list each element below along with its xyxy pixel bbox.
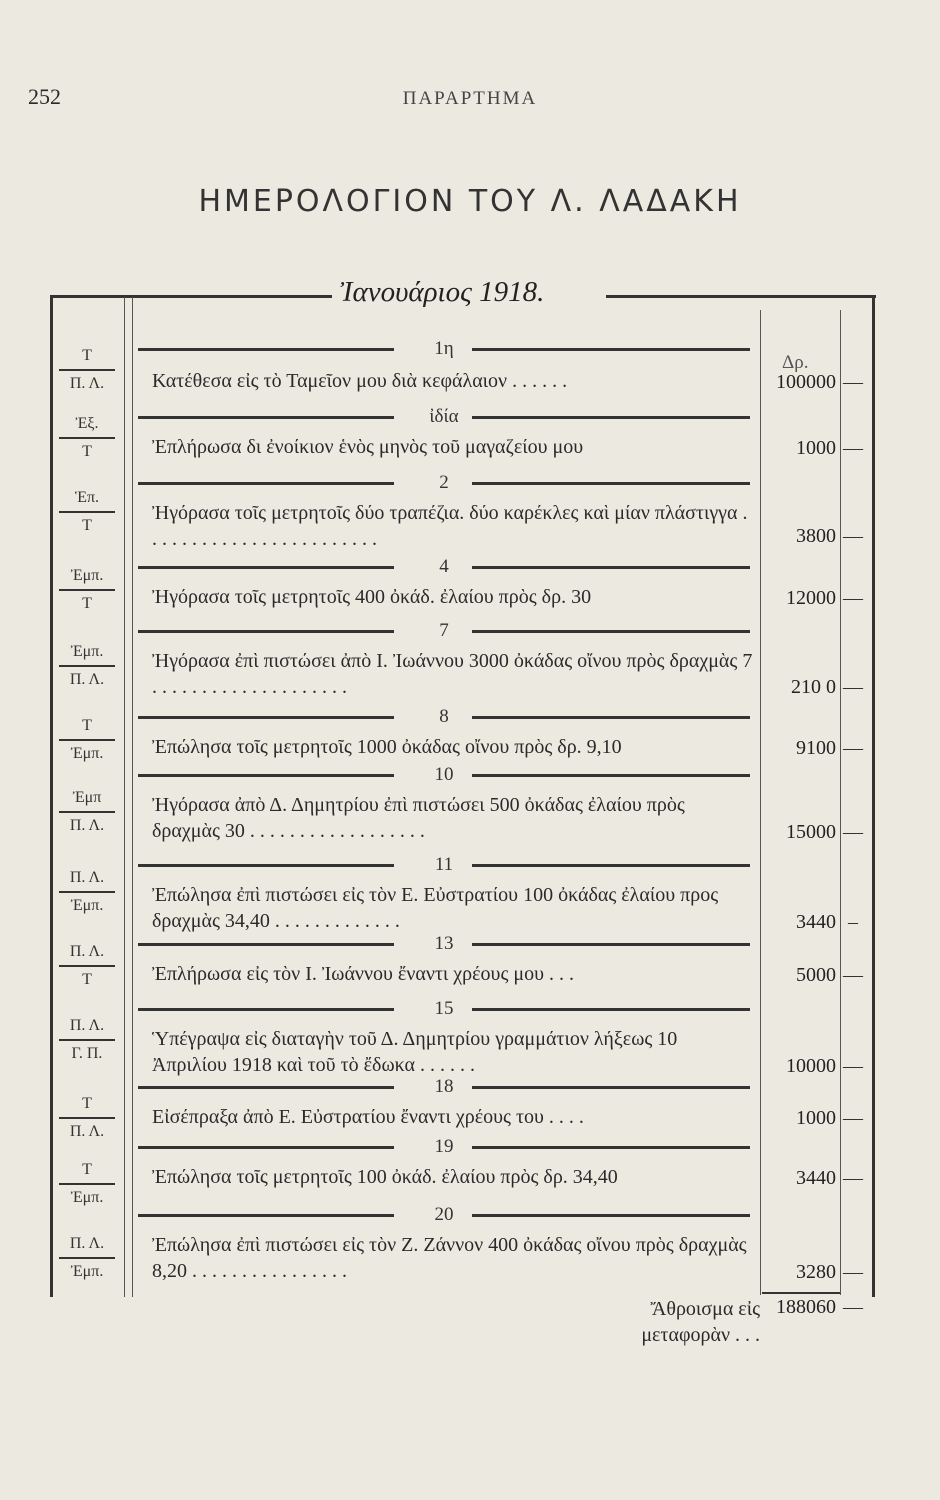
entry-description: Ὑπέγραψα εἰς διαταγὴν τοῦ Δ. Δημητρίου γραμμάτιον λήξεως 10 Ἀπριλίου 1918 καὶ τοῦ τὸ ἔδωκα . . . . . . [152, 1028, 678, 1076]
account-codes [52, 490, 122, 534]
entry-amount: 10000 [786, 1055, 836, 1077]
account-separator [59, 1039, 115, 1041]
day-label: 19 [434, 1136, 454, 1157]
day-label: 1η [434, 338, 454, 359]
day-label: 20 [434, 1204, 454, 1225]
account-codes [52, 944, 122, 988]
day-separator [138, 474, 750, 494]
day-label: ἰδία [429, 406, 459, 427]
account-separator [59, 891, 115, 893]
debit-account: Π. Λ. [69, 869, 105, 886]
entry-description: Ἐπώλησα ἐπὶ πιστώσει εἰς τὸν Ζ. Ζάννον 400 ὀκάδας οἴνου πρὸς δραχμὰς 8,20 . . . . . . . . . . . . . . . . [152, 1234, 747, 1282]
debit-account: Τ [82, 1095, 92, 1112]
entry-description: Ἠγόρασα τοῖς μετρητοῖς δύο τραπέζια. δύο καρέκλες καὶ μίαν πλάστιγγα . . . . . . . . . . . . . . . . . . . . . . . . [152, 502, 748, 550]
debit-account: Τ [82, 1161, 92, 1178]
entry-amount: 12000 [786, 587, 836, 609]
day-separator [138, 856, 750, 876]
credit-account: Τ [82, 517, 92, 534]
day-separator [138, 340, 750, 360]
entry-amount: 5000 [796, 964, 836, 986]
day-label: 4 [439, 556, 449, 577]
entry-amount: 15000 [786, 821, 836, 843]
entry-description: Ἐπώλησα τοῖς μετρητοῖς 100 ὀκάδ. ἐλαίου πρὸς δρ. 34,40 [152, 1166, 618, 1188]
entry-dash: — [843, 1055, 863, 1077]
day-label: 2 [439, 472, 449, 493]
entry-dash: — [843, 821, 863, 843]
debit-account: Ἑπ. [74, 489, 100, 506]
day-separator [138, 766, 750, 786]
day-separator [138, 558, 750, 578]
day-label: 8 [439, 706, 449, 727]
credit-account: Ἐμπ. [70, 1263, 104, 1280]
day-separator [138, 1206, 750, 1226]
account-separator [59, 665, 115, 667]
entry-description: Ἠγόρασα τοῖς μετρητοῖς 400 ὀκάδ. ἐλαίου πρὸς δρ. 30 [152, 586, 592, 608]
account-codes [52, 1236, 122, 1280]
account-separator [59, 739, 115, 741]
account-codes [52, 1018, 122, 1062]
entry-description: Εἰσέπραξα ἀπὸ Ε. Εὐστρατίου ἔναντι χρέους του . . . . [152, 1106, 584, 1128]
entry-dash: — [843, 1107, 863, 1129]
entry-amount: 3800 [796, 525, 836, 547]
entry-description: Ἐπλήρωσα εἰς τὸν Ι. Ἰωάννου ἔναντι χρέους μου . . . [152, 963, 575, 985]
account-codes [52, 790, 122, 834]
entry-dash: — [843, 1167, 863, 1189]
account-codes [52, 870, 122, 914]
credit-account: Τ [82, 595, 92, 612]
debit-account: Π. Λ. [69, 1017, 105, 1034]
ledger-right-border [872, 297, 875, 1297]
day-label: 7 [439, 620, 449, 641]
credit-account: Ἐμπ. [70, 1189, 104, 1206]
entry-description: Κατέθεσα εἰς τὸ Ταμεῖον μου διὰ κεφάλαιον . . . . . . [152, 370, 568, 392]
day-separator [138, 708, 750, 728]
debit-account: Ἐμπ [72, 789, 102, 806]
entry-dash: — [843, 587, 863, 609]
credit-account: Π. Λ. [69, 1123, 105, 1140]
debit-account: Τ [82, 717, 92, 734]
month-heading: Ἰανουάριος 1918. [340, 276, 545, 308]
day-label: 18 [434, 1076, 454, 1097]
debit-account: Τ [82, 347, 92, 364]
credit-account: Ἐμπ. [70, 745, 104, 762]
day-label: 15 [434, 998, 454, 1019]
ledger-column-rule [132, 297, 133, 1297]
entry-dash: — [843, 437, 863, 459]
credit-account: Π. Λ. [69, 671, 105, 688]
entry-dash: — [843, 964, 863, 986]
entry-dash: — [843, 1261, 863, 1283]
entry-dash: — [843, 525, 863, 547]
entry-amount: 3440 [796, 1167, 836, 1189]
top-rule-left [50, 295, 332, 298]
credit-account: Γ. Π. [71, 1045, 103, 1062]
entry-dash: — [843, 737, 863, 759]
entry-amount: 3280 [796, 1261, 836, 1283]
day-separator [138, 408, 750, 428]
entry-dash: — [843, 371, 863, 393]
page-number: 252 [28, 84, 61, 109]
top-rule-right [606, 295, 876, 298]
account-separator [59, 1257, 115, 1259]
credit-account: Τ [82, 971, 92, 988]
total-dash: — [843, 1296, 863, 1318]
entry-description: Ἐπλήρωσα δι ἐνοίκιον ἑνὸς μηνὸς τοῦ μαγαζείου μου [152, 436, 584, 458]
account-codes [52, 1162, 122, 1206]
account-codes [52, 348, 122, 392]
entry-amount: 100000 [776, 371, 836, 393]
day-label: 13 [434, 933, 454, 954]
total-rule [762, 1292, 840, 1294]
entry-amount: 9100 [796, 737, 836, 759]
total-amount: 188060 [776, 1296, 836, 1318]
running-head: ΠΑΡΑΡΤΗΜΑ [402, 88, 538, 109]
entry-description: Ἐπώλησα ἐπὶ πιστώσει εἰς τὸν Ε. Εὐστρατίου 100 ὀκάδας ἐλαίου προς δραχμὰς 34,40 . . . . . . . . . . . . . [152, 884, 719, 932]
entry-description: Ἠγόρασα ἀπὸ Δ. Δημητρίου ἐπὶ πιστώσει 500 ὀκάδας ἐλαίου πρὸς δραχμὰς 30 . . . . . . . . . . . . . . . . . . [152, 794, 685, 842]
debit-account: Π. Λ. [69, 943, 105, 960]
account-codes [52, 568, 122, 612]
account-separator [59, 589, 115, 591]
account-codes [52, 1096, 122, 1140]
entry-amount: 1000 [796, 437, 836, 459]
ledger-column-rule [124, 297, 125, 1297]
account-codes [52, 416, 122, 460]
account-separator [59, 369, 115, 371]
account-separator [59, 811, 115, 813]
day-separator [138, 622, 750, 642]
ledger-column-rule [840, 310, 841, 1295]
credit-account: Τ [82, 443, 92, 460]
entry-amount: 3440 [796, 911, 836, 933]
entry-amount: 1000 [796, 1107, 836, 1129]
entry-description: Ἠγόρασα ἐπὶ πιστώσει ἀπὸ Ι. Ἰωάννου 3000 ὀκάδας οἴνου πρὸς δραχμὰς 7 . . . . . . . . . . . . . . . . . . . . [152, 650, 753, 698]
debit-account: Ἐμπ. [70, 567, 104, 584]
account-separator [59, 437, 115, 439]
account-codes [52, 644, 122, 688]
credit-account: Π. Λ. [69, 375, 105, 392]
entry-dash: — [843, 676, 863, 698]
currency-header: Δρ. [782, 352, 809, 373]
debit-account: Π. Λ. [69, 1235, 105, 1252]
entry-dash: – [848, 911, 858, 933]
credit-account: Ἐμπ. [70, 897, 104, 914]
day-separator [138, 1078, 750, 1098]
day-separator [138, 1138, 750, 1158]
total-label: Ἄθροισμα εἰς μεταφορὰν . . . [641, 1298, 760, 1346]
account-separator [59, 511, 115, 513]
account-separator [59, 1117, 115, 1119]
debit-account: Ἐξ. [75, 415, 99, 432]
document-title: ΗΜΕΡΟΛΟΓΙΟΝ ΤΟΥ Λ. ΛΑΔΑΚΗ [198, 184, 742, 219]
ledger-column-rule [760, 310, 761, 1295]
day-label: 10 [434, 764, 454, 785]
account-codes [52, 718, 122, 762]
entry-description: Ἐπώλησα τοῖς μετρητοῖς 1000 ὀκάδας οἴνου πρὸς δρ. 9,10 [152, 736, 622, 758]
entry-amount: 210 0 [791, 676, 836, 698]
credit-account: Π. Λ. [69, 817, 105, 834]
day-separator [138, 935, 750, 955]
account-separator [59, 965, 115, 967]
day-separator [138, 1000, 750, 1020]
day-label: 11 [434, 854, 454, 875]
debit-account: Ἐμπ. [70, 643, 104, 660]
account-separator [59, 1183, 115, 1185]
